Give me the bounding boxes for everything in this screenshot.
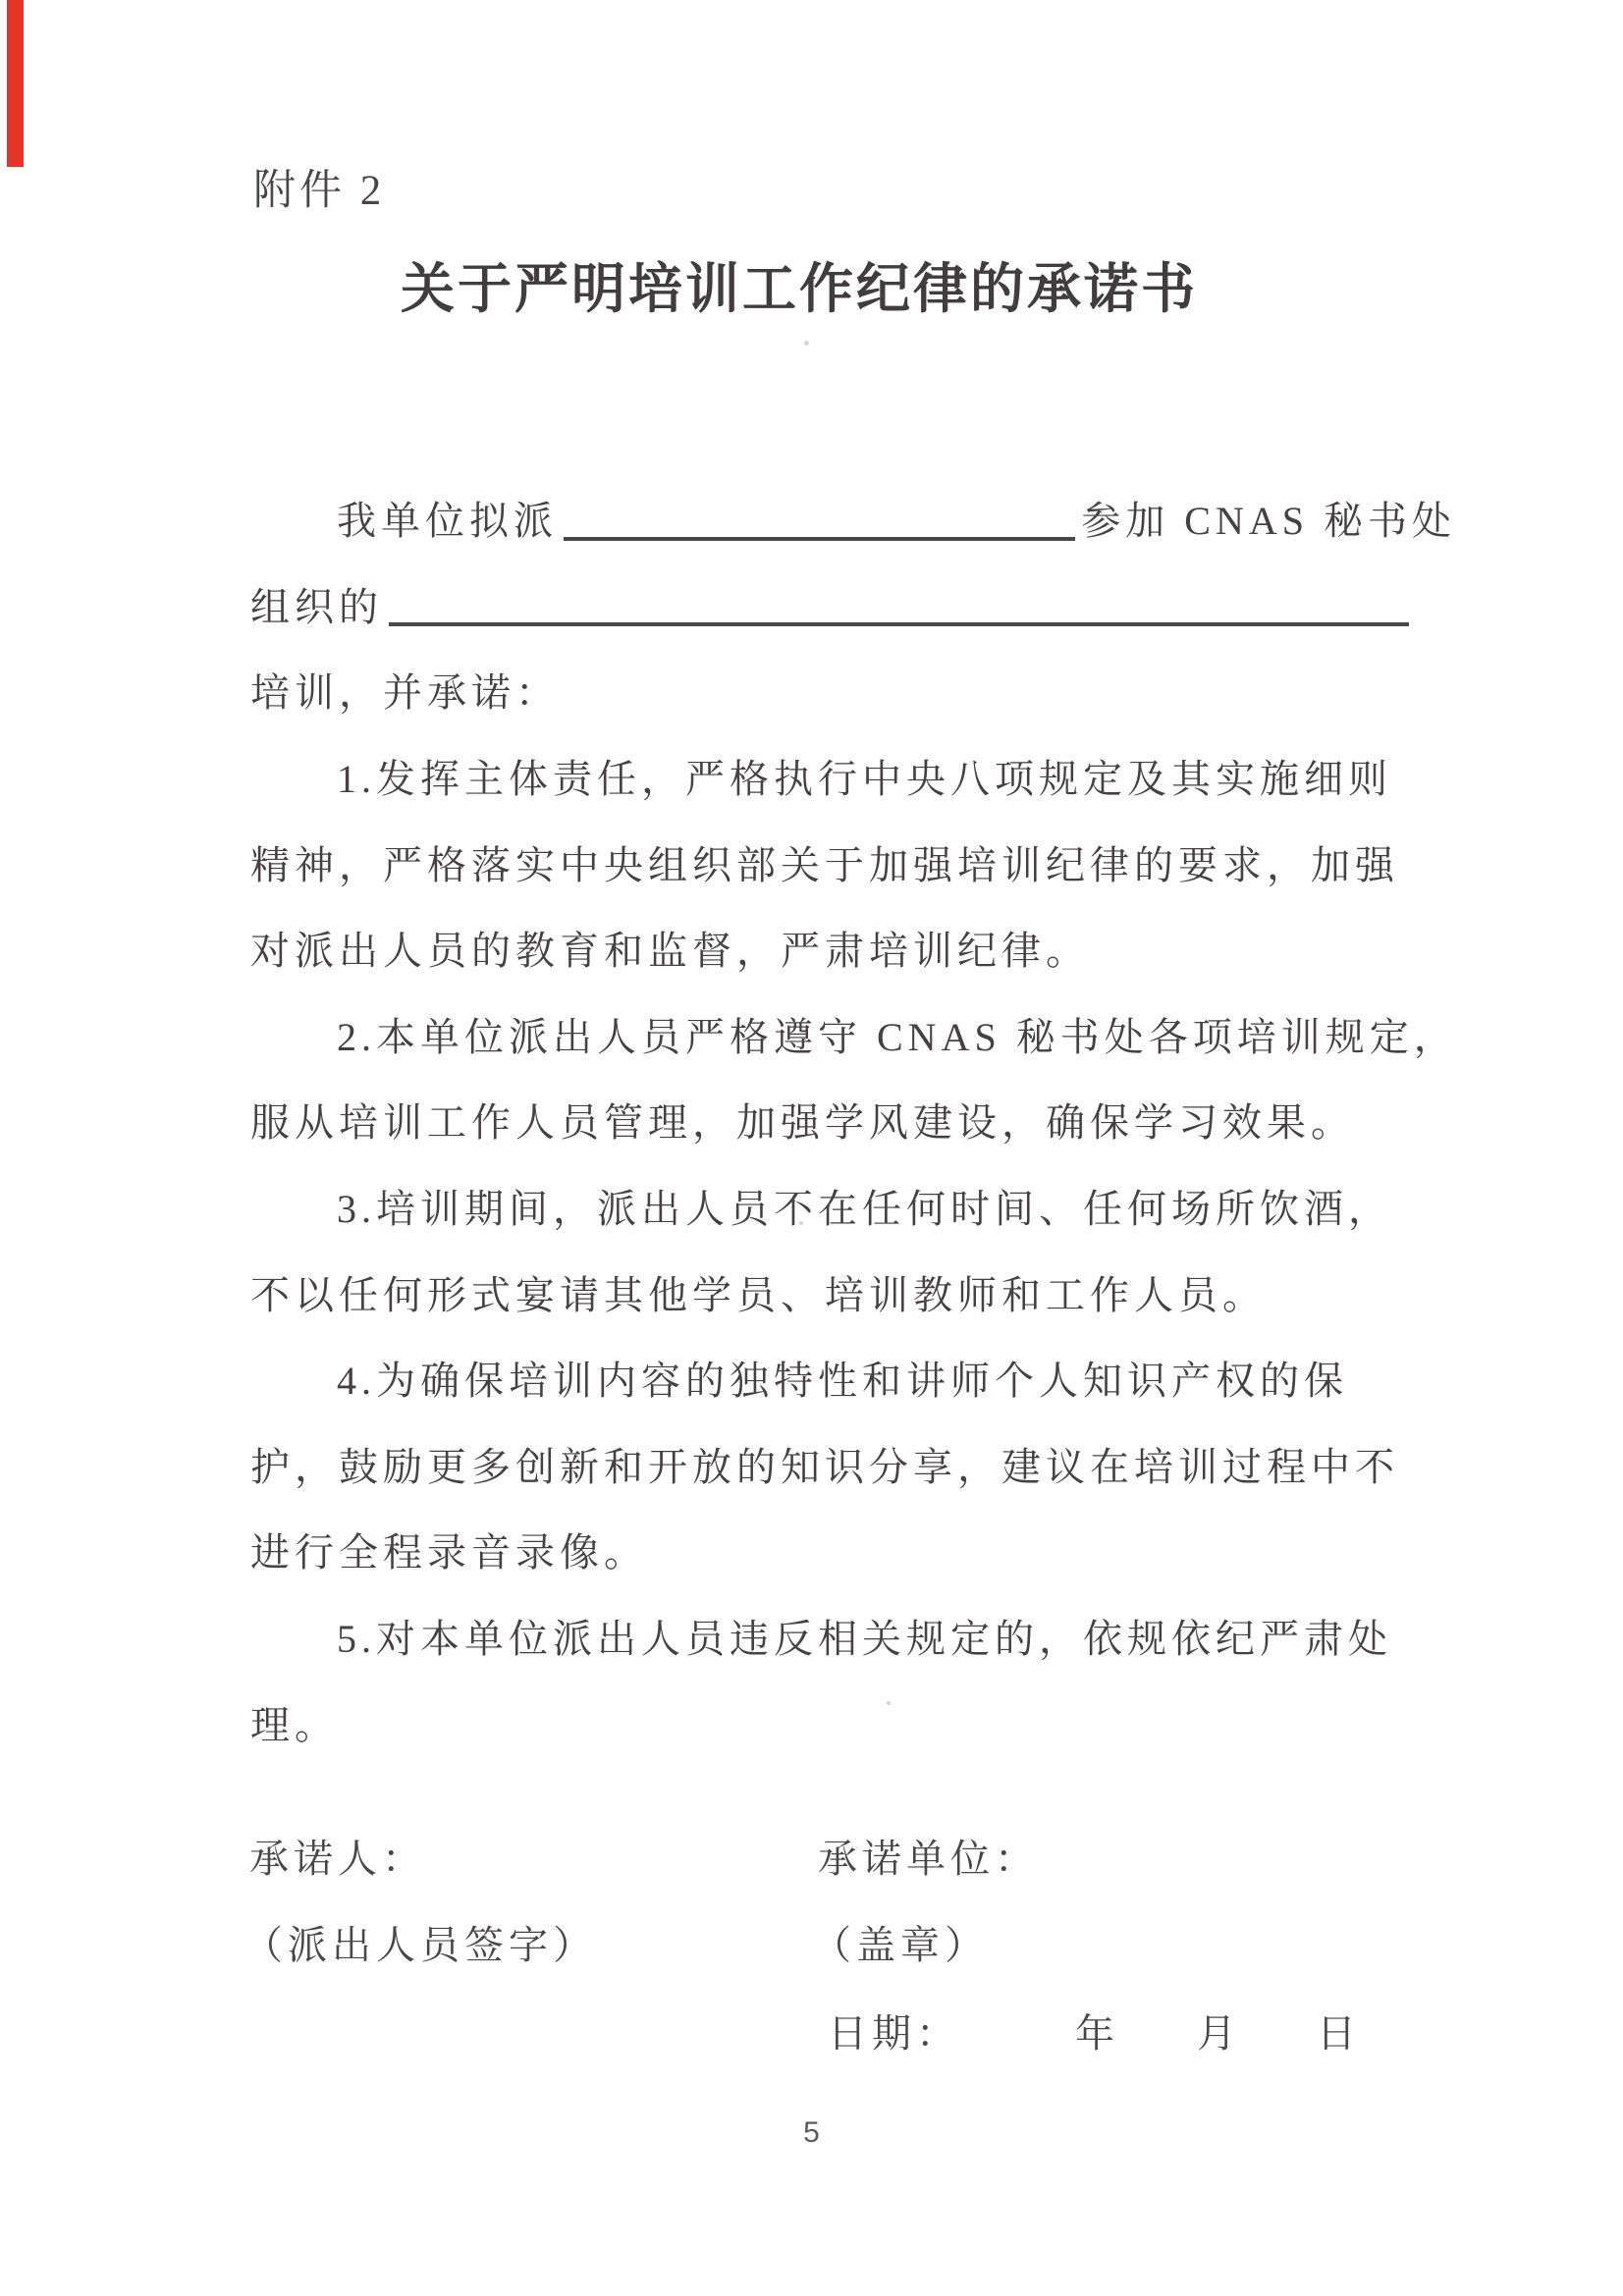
scan-artifact-red-strip [7,0,24,167]
line-text: 对派出人员的教育和监督，严肃培训纪律。 [250,929,1090,974]
line-text: 组织的 [250,584,383,629]
fill-in-blank-unit-name [564,496,1075,541]
body-line-6 [250,905,1456,991]
day-label: 日 [1317,2011,1361,2056]
body-line-13 [250,1507,1456,1593]
line-text: 我单位拟派 [337,499,558,544]
page-number: 5 [803,2116,820,2149]
document-body [250,475,1456,1765]
scan-speckle [799,1221,803,1225]
date-line [828,2002,1361,2058]
body-line-12 [250,1421,1456,1508]
body-line-15 [250,1679,1456,1765]
line-text: 2.本单位派出人员严格遵守 CNAS 秘书处各项培训规定， [337,1014,1458,1059]
body-line-9 [250,1163,1456,1250]
body-line-14 [250,1593,1456,1680]
line-text: 进行全程录音录像。 [250,1530,648,1575]
line-text: 护，鼓励更多创新和开放的知识分享，建议在培训过程中不 [250,1444,1399,1489]
promiser-label: 承诺人： [249,1837,426,1881]
body-line-1 [250,475,1456,561]
document-title: 关于严明培训工作纪律的承诺书 [401,259,1199,319]
line-text: 理。 [250,1702,339,1747]
line-text: 4.为确保培训内容的独特性和讲师个人知识产权的保 [337,1359,1348,1404]
unit-seal-note: （盖章） [812,1923,989,1967]
scan-speckle [804,341,809,346]
body-line-5 [250,819,1456,905]
promiser-signature-note: （派出人员签字） [243,1923,597,1967]
body-line-4 [250,733,1456,820]
body-line-8 [250,1077,1456,1163]
line-text: 1.发挥主体责任，严格执行中央八项规定及其实施细则 [337,757,1392,802]
scan-speckle [887,1701,891,1705]
body-line-10 [250,1249,1456,1335]
line-text: 参加 CNAS 秘书处 [1081,499,1456,544]
line-text: 5.对本单位派出人员违反相关规定的，依规依纪严肃处 [337,1617,1392,1662]
promising-unit-label: 承诺单位： [818,1837,1039,1881]
attachment-label: 附件 2 [253,168,386,214]
fill-in-blank-training-name [389,581,1409,626]
line-text: 服从培训工作人员管理，加强学风建设，确保学习效果。 [250,1100,1355,1146]
body-line-7 [250,991,1456,1078]
body-line-2 [250,561,1456,648]
line-text: 不以任何形式宴请其他学员、培训教师和工作人员。 [250,1272,1267,1317]
date-label: 日期： [828,2011,960,2056]
month-label: 月 [1197,2011,1241,2056]
line-text: 精神，严格落实中央组织部关于加强培训纪律的要求，加强 [250,842,1399,887]
line-text: 培训，并承诺： [250,670,560,716]
year-label: 年 [1075,2011,1119,2056]
body-line-3 [250,647,1456,733]
line-text: 3.培训期间，派出人员不在任何时间、任何场所饮酒， [337,1187,1392,1232]
body-line-11 [250,1335,1456,1421]
